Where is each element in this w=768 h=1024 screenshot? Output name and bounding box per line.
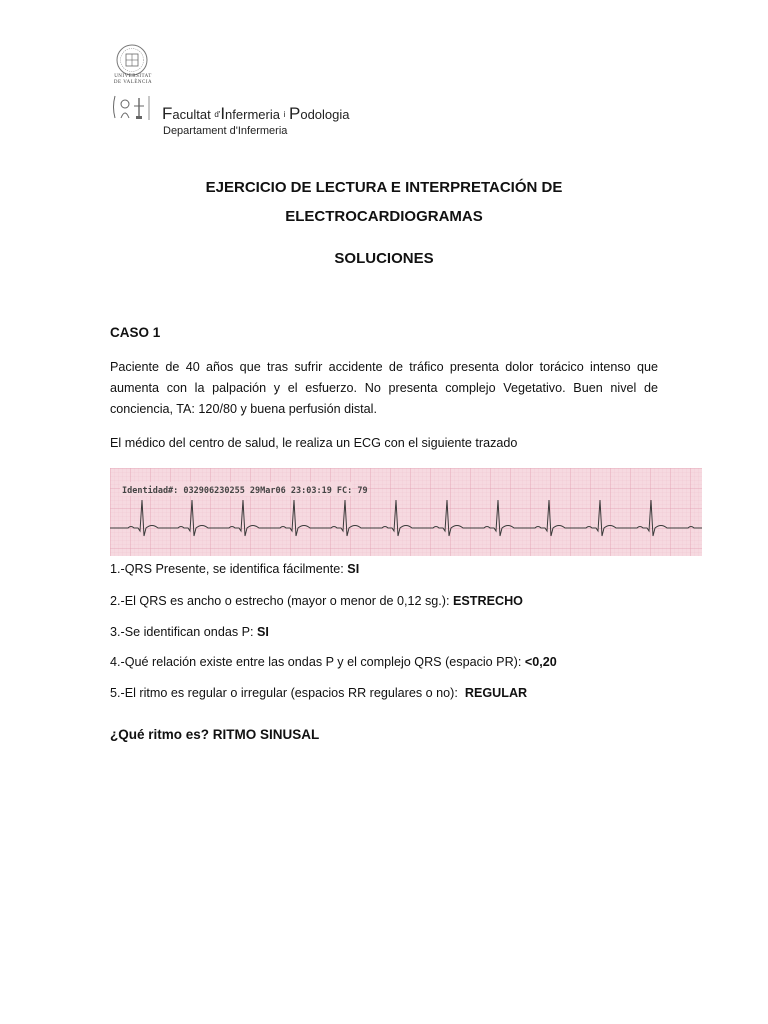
question-4 bbox=[110, 655, 557, 669]
question-3-answer: SI bbox=[257, 625, 269, 639]
faculty-title bbox=[162, 104, 350, 124]
conclusion-question: ¿Qué ritmo es? bbox=[110, 727, 213, 742]
faculty-word-acultat: acultat bbox=[172, 107, 211, 122]
question-1 bbox=[110, 562, 359, 576]
faculty-word-odologia: odologia bbox=[300, 107, 350, 122]
ecg-identity-label: Identidad#: 032906230255 29Mar06 23:03:19 FC: 79 bbox=[122, 486, 368, 496]
document-subtitle: SOLUCIONES bbox=[334, 250, 434, 267]
question-5-answer: REGULAR bbox=[464, 686, 528, 700]
question-5-text: 5.-El ritmo es regular o irregular (espacios RR regulares o no): bbox=[110, 686, 465, 700]
faculty-initial-i: I bbox=[220, 104, 226, 123]
faculty-conjunction-i: i bbox=[283, 110, 286, 119]
conclusion-answer: RITMO SINUSAL bbox=[212, 727, 320, 742]
faculty-initial-f: F bbox=[162, 104, 173, 123]
university-name bbox=[104, 74, 162, 86]
question-4-answer: <0,20 bbox=[524, 655, 557, 669]
department-name: Departament d'Infermeria bbox=[163, 125, 288, 137]
question-3 bbox=[110, 625, 269, 639]
question-4-text: 4.-Qué relación existe entre las ondas P y el complejo QRS (espacio PR): bbox=[110, 655, 525, 669]
university-name-line2: DE VALÈNCIA bbox=[113, 80, 153, 85]
question-1-text: 1.-QRS Presente, se identifica fácilmente: bbox=[110, 562, 348, 576]
document-title-line2: ELECTROCARDIOGRAMAS bbox=[285, 208, 483, 225]
conclusion bbox=[110, 727, 319, 742]
faculty-article-d: d' bbox=[214, 110, 221, 119]
question-2-text: 2.-El QRS es ancho o estrecho (mayor o menor de 0,12 sg.): bbox=[110, 594, 453, 608]
ecg-intro-text: El médico del centro de salud, le realiza un ECG con el siguiente trazado bbox=[110, 436, 518, 450]
question-2 bbox=[110, 594, 523, 608]
question-2-answer: ESTRECHO bbox=[453, 594, 523, 608]
question-5 bbox=[110, 686, 527, 700]
document-title-line1: EJERCICIO DE LECTURA E INTERPRETACIÓN DE bbox=[205, 179, 563, 196]
case-description: Paciente de 40 años que tras sufrir accidente de tráfico presenta dolor torácico intenso que aumenta con la palpación y el esfuerzo. No presenta complejo Vegetativo. Buen nivel de conciencia, TA: 120/80 y buena perfusión distal. bbox=[110, 360, 658, 416]
question-3-text: 3.-Se identifican ondas P: bbox=[110, 625, 258, 639]
faculty-icon bbox=[111, 92, 157, 122]
university-name-line1: UNIVERSITAT bbox=[114, 74, 152, 79]
faculty-initial-p: P bbox=[289, 104, 301, 123]
case-heading: CASO 1 bbox=[110, 325, 161, 340]
question-1-answer: SI bbox=[347, 562, 360, 576]
ecg-strip-image bbox=[110, 468, 702, 556]
faculty-word-nfermeria: nfermeria bbox=[225, 107, 280, 122]
